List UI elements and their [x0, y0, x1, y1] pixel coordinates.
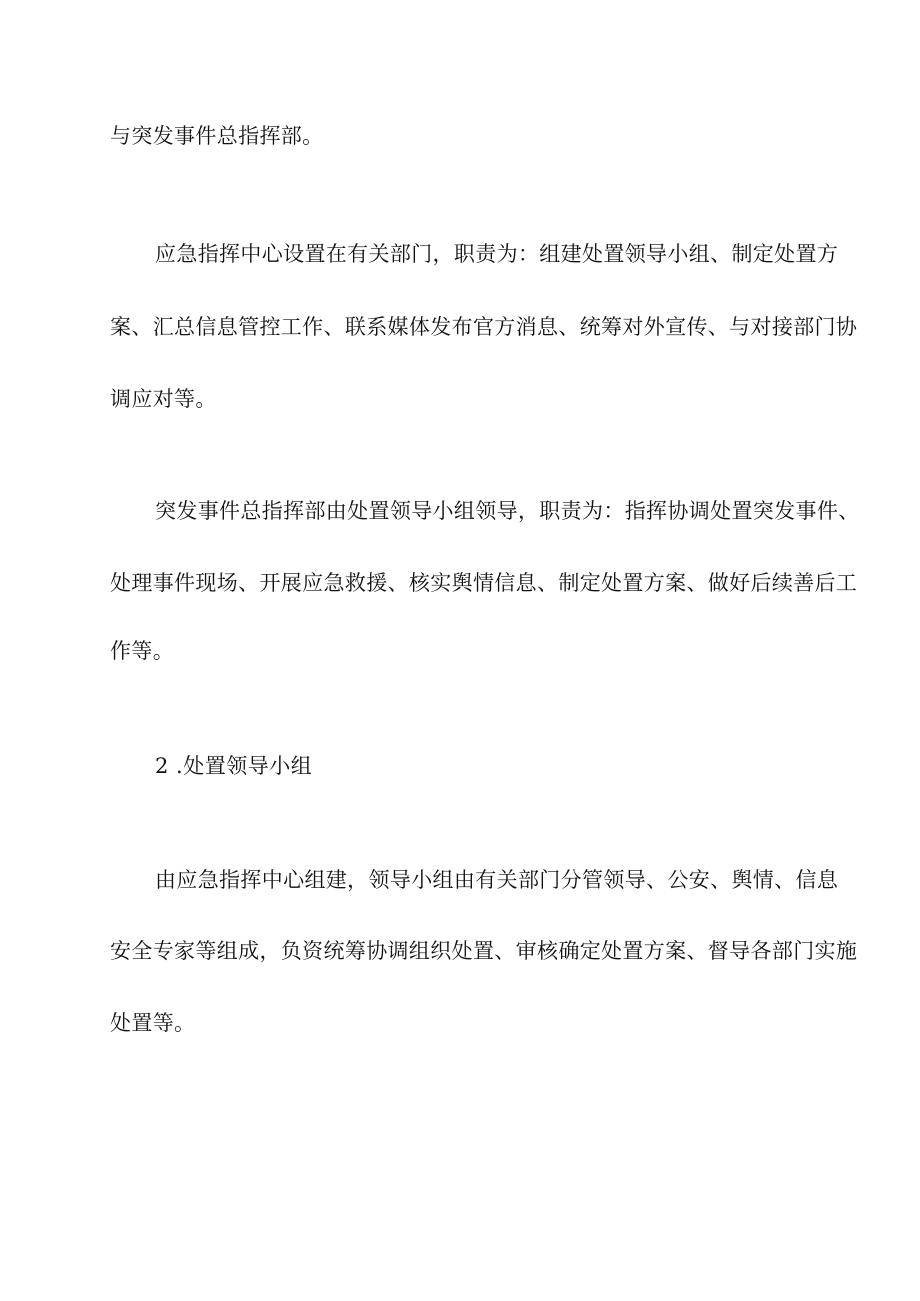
paragraph-4-line-3: 处置等。 [110, 1011, 196, 1035]
paragraph-4-line-1: 由应急指挥中心组建，领导小组由有关部门分管领导、公安、舆情、信息 [155, 868, 839, 892]
paragraph-3-line-1: 突发事件总指挥部由处置领导小组领导，职责为：指挥协调处置突发事件、 [155, 499, 860, 523]
paragraph-2-line-1: 应急指挥中心设置在有关部门，职责为：组建处置领导小组、制定处置方 [155, 242, 839, 266]
paragraph-2-line-2: 案、汇总信息管控工作、联系媒体发布官方消息、统筹对外宣传、与对接部门协 [110, 315, 858, 339]
paragraph-1-line-1: 与突发事件总指挥部。 [110, 124, 324, 148]
paragraph-3-line-3: 作等。 [110, 639, 175, 663]
paragraph-4-line-2: 安全专家等组成，负资统筹协调组织处置、审核确定处置方案、督导各部门实施 [110, 939, 858, 963]
paragraph-3-line-2: 处理事件现场、开展应急救援、核实舆情信息、制定处置方案、做好后续善后工 [110, 571, 858, 595]
paragraph-2-line-3: 调应对等。 [110, 387, 217, 411]
section-heading: 2 .处置领导小组 [155, 754, 313, 778]
